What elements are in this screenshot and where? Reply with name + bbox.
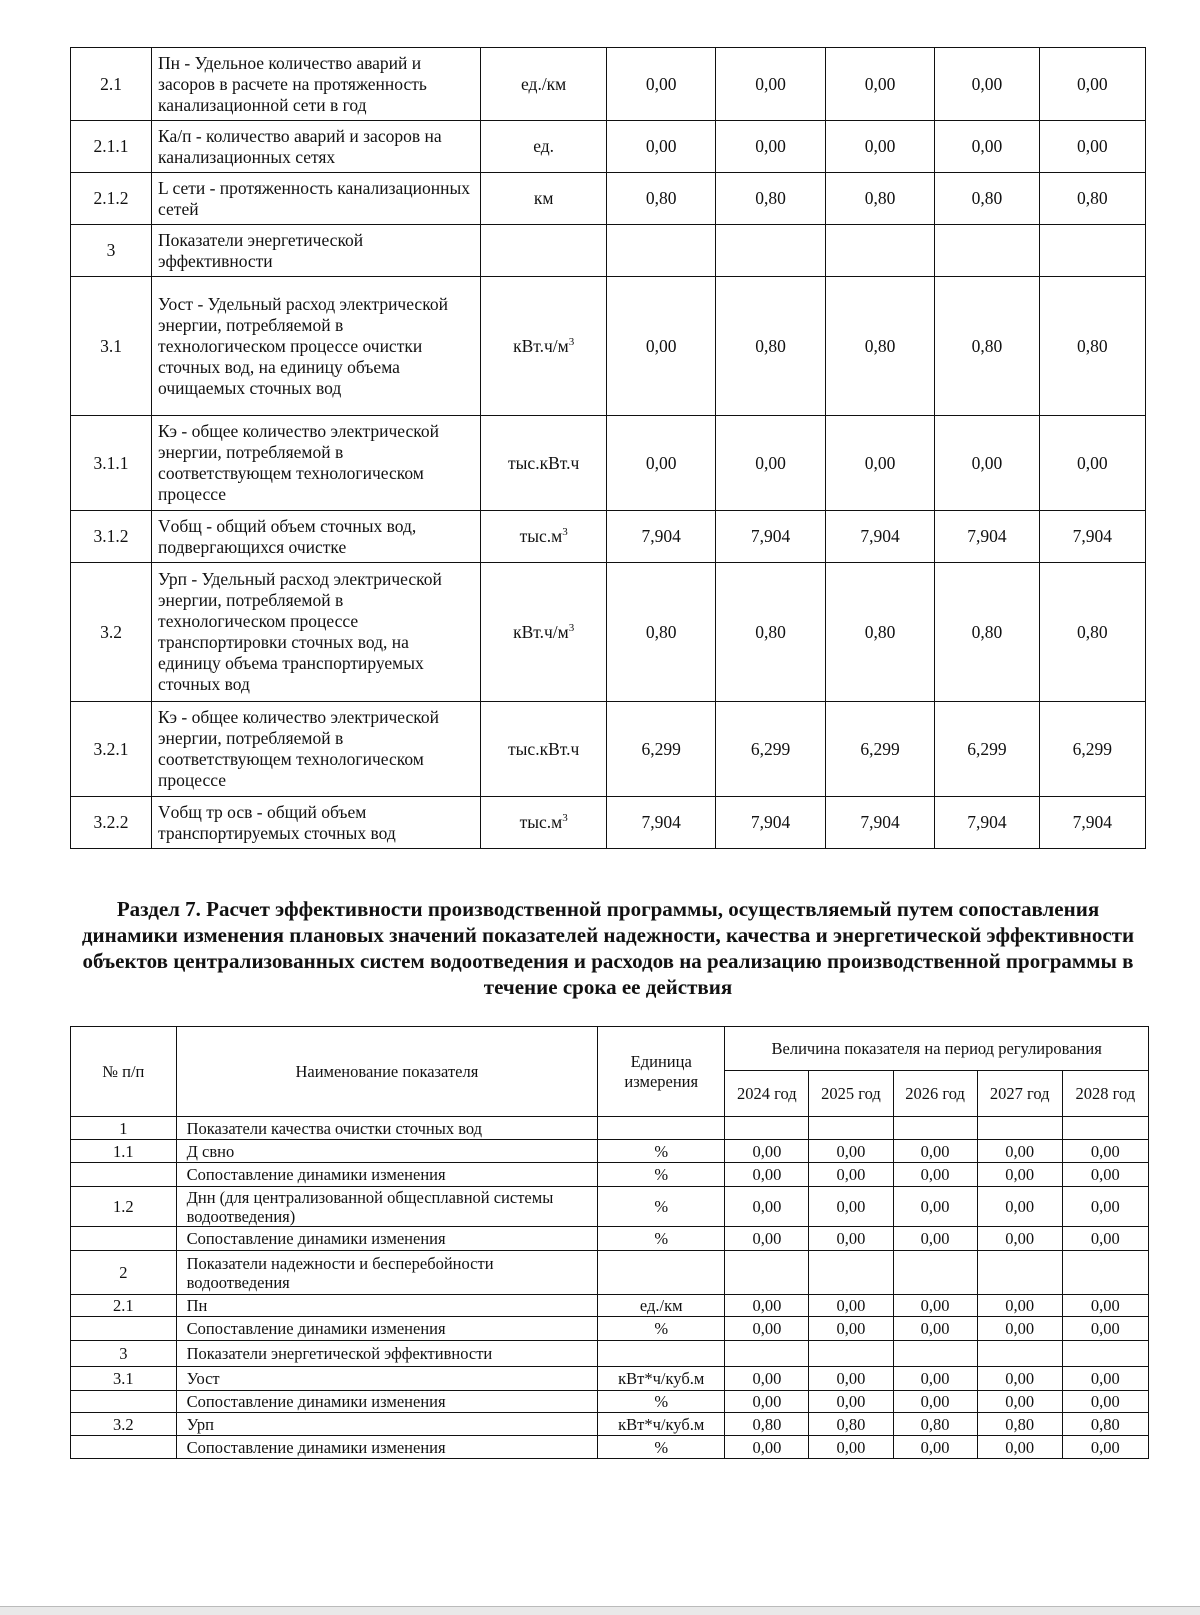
value-cell: 0,00 <box>809 1317 893 1341</box>
indicator-name: Кэ - общее количество электрической энергии, потребляемой в соответствующем технологическом процессе <box>152 416 481 511</box>
unit-cell: % <box>598 1391 725 1413</box>
value-cell <box>725 1341 809 1367</box>
value-cell: 7,904 <box>1039 511 1145 563</box>
value-cell: 0,00 <box>893 1317 977 1341</box>
value-cell: 0,00 <box>716 121 825 173</box>
unit-text: кВт.ч/м <box>513 621 569 642</box>
table-header-row <box>71 1027 1149 1071</box>
value-cell: 0,00 <box>1062 1227 1148 1251</box>
unit-cell: % <box>598 1317 725 1341</box>
value-cell: 0,00 <box>606 121 715 173</box>
row-number: 3.1.2 <box>71 511 152 563</box>
value-cell: 0,80 <box>716 173 825 225</box>
value-cell: 0,80 <box>893 1413 977 1436</box>
value-cell: 0,00 <box>606 416 715 511</box>
value-cell <box>725 1117 809 1140</box>
value-cell: 0,00 <box>725 1317 809 1341</box>
table-row <box>71 1163 1149 1187</box>
indicator-name: Пн - Удельное количество аварий и засоров в расчете на протяженность канализационной сети в год <box>152 48 481 121</box>
row-number: 1.2 <box>71 1187 177 1227</box>
value-cell: 0,00 <box>809 1391 893 1413</box>
value-cell: 0,00 <box>725 1436 809 1459</box>
value-cell: 0,00 <box>1062 1295 1148 1317</box>
value-cell: 0,00 <box>725 1140 809 1163</box>
value-cell: 0,00 <box>809 1367 893 1391</box>
row-number: 3.1.1 <box>71 416 152 511</box>
value-cell: 0,00 <box>1039 416 1145 511</box>
value-cell: 0,80 <box>935 563 1039 702</box>
unit-cell <box>598 1117 725 1140</box>
value-cell <box>893 1341 977 1367</box>
value-cell: 0,00 <box>1039 48 1145 121</box>
value-cell <box>935 225 1039 277</box>
value-cell: 0,00 <box>977 1367 1062 1391</box>
efficiency-table-body <box>71 1117 1149 1459</box>
value-cell: 0,00 <box>893 1391 977 1413</box>
value-cell: 0,00 <box>1062 1140 1148 1163</box>
value-cell: 0,00 <box>893 1187 977 1227</box>
unit-cell <box>598 1251 725 1295</box>
indicator-name: Кэ - общее количество электрической энергии, потребляемой в соответствующем технологическом процессе <box>152 702 481 797</box>
unit-cell: % <box>598 1227 725 1251</box>
value-cell: 0,80 <box>725 1413 809 1436</box>
unit-cell <box>481 173 607 225</box>
row-number: 2.1.2 <box>71 173 152 225</box>
unit-cell <box>481 225 607 277</box>
row-number <box>71 1227 177 1251</box>
efficiency-table <box>70 1026 1149 1459</box>
table-row <box>71 1295 1149 1317</box>
value-cell: 0,00 <box>825 48 934 121</box>
indicator-name: Показатели энергетической эффективности <box>152 225 481 277</box>
header-name: Наименование показателя <box>176 1027 598 1117</box>
table-row <box>71 1227 1149 1251</box>
unit-cell: % <box>598 1140 725 1163</box>
value-cell: 0,00 <box>893 1436 977 1459</box>
unit-text: кВт.ч/м <box>513 335 569 356</box>
unit-cell <box>481 511 607 563</box>
value-cell <box>893 1117 977 1140</box>
table-row <box>71 1436 1149 1459</box>
value-cell: 0,00 <box>977 1187 1062 1227</box>
value-cell: 0,00 <box>935 416 1039 511</box>
value-cell: 0,00 <box>809 1436 893 1459</box>
value-cell <box>1062 1117 1148 1140</box>
unit-text: тыс.м <box>519 526 563 546</box>
unit-cell <box>481 416 607 511</box>
value-cell <box>893 1251 977 1295</box>
unit-text: тыс.кВт.ч <box>508 738 580 759</box>
unit-text: км <box>533 188 554 208</box>
value-cell: 0,00 <box>725 1187 809 1227</box>
unit-superscript: 3 <box>562 526 568 539</box>
value-cell: 0,00 <box>1062 1367 1148 1391</box>
indicator-name: Показатели надежности и бесперебойности водоотведения <box>176 1251 598 1295</box>
value-cell: 0,00 <box>1062 1187 1148 1227</box>
unit-cell: кВт*ч/куб.м <box>598 1367 725 1391</box>
value-cell: 0,80 <box>1039 173 1145 225</box>
indicator-name: Д свно <box>176 1140 598 1163</box>
header-year: 2028 год <box>1062 1071 1148 1117</box>
unit-cell <box>481 121 607 173</box>
value-cell: 0,00 <box>716 416 825 511</box>
value-cell: 0,00 <box>1062 1163 1148 1187</box>
row-number: 3.2 <box>71 1413 177 1436</box>
table-row <box>71 173 1146 225</box>
value-cell: 0,00 <box>725 1163 809 1187</box>
value-cell: 7,904 <box>716 797 825 849</box>
indicator-name: Пн <box>176 1295 598 1317</box>
value-cell: 0,00 <box>893 1367 977 1391</box>
value-cell <box>809 1341 893 1367</box>
indicator-name: Уост <box>176 1367 598 1391</box>
indicator-name: Vобщ - общий объем сточных вод, подвергающихся очистке <box>152 511 481 563</box>
indicator-name: Сопоставление динамики изменения <box>176 1317 598 1341</box>
header-year: 2027 год <box>977 1071 1062 1117</box>
table-row <box>71 1187 1149 1227</box>
value-cell: 0,00 <box>893 1295 977 1317</box>
value-cell: 6,299 <box>716 702 825 797</box>
value-cell: 0,00 <box>809 1163 893 1187</box>
value-cell: 0,00 <box>716 48 825 121</box>
unit-cell <box>598 1341 725 1367</box>
value-cell: 0,00 <box>825 416 934 511</box>
unit-cell <box>481 563 607 702</box>
indicators-table-body <box>71 48 1146 849</box>
header-year: 2025 год <box>809 1071 893 1117</box>
value-cell: 0,00 <box>606 48 715 121</box>
value-cell <box>725 1251 809 1295</box>
value-cell: 0,00 <box>977 1436 1062 1459</box>
value-cell: 0,00 <box>977 1227 1062 1251</box>
indicator-name: Vобщ тр осв - общий объем транспортируемых сточных вод <box>152 797 481 849</box>
value-cell: 7,904 <box>825 511 934 563</box>
value-cell: 7,904 <box>606 511 715 563</box>
row-number <box>71 1317 177 1341</box>
value-cell: 0,00 <box>725 1367 809 1391</box>
value-cell: 6,299 <box>935 702 1039 797</box>
indicator-name: Показатели качества очистки сточных вод <box>176 1117 598 1140</box>
value-cell: 0,80 <box>825 173 934 225</box>
unit-superscript: 3 <box>568 335 575 348</box>
row-number: 2.1 <box>71 1295 177 1317</box>
unit-cell: % <box>598 1436 725 1459</box>
value-cell: 0,80 <box>716 563 825 702</box>
value-cell: 0,00 <box>809 1227 893 1251</box>
unit-text: ед./км <box>521 73 567 94</box>
value-cell <box>606 225 715 277</box>
value-cell: 7,904 <box>825 797 934 849</box>
table-row <box>71 48 1146 121</box>
unit-superscript: 3 <box>568 621 575 634</box>
indicator-name: Урп - Удельный расход электрической энергии, потребляемой в технологическом процессе транспортировки сточных вод, на единицу объема транспортируемых сточных вод <box>152 563 481 702</box>
value-cell: 0,00 <box>935 48 1039 121</box>
row-number: 3.2.2 <box>71 797 152 849</box>
indicator-name: Сопоставление динамики изменения <box>176 1436 598 1459</box>
indicator-name: Днн (для централизованной общесплавной системы водоотведения) <box>176 1187 598 1227</box>
table-row <box>71 416 1146 511</box>
table-row <box>71 1140 1149 1163</box>
value-cell: 0,00 <box>935 121 1039 173</box>
value-cell: 0,00 <box>1062 1317 1148 1341</box>
value-cell: 0,80 <box>935 277 1039 416</box>
value-cell <box>1039 225 1145 277</box>
unit-cell: ед./км <box>598 1295 725 1317</box>
value-cell: 0,00 <box>725 1391 809 1413</box>
indicators-table-continued <box>70 47 1146 849</box>
value-cell: 0,80 <box>825 563 934 702</box>
value-cell: 0,00 <box>725 1227 809 1251</box>
value-cell: 0,00 <box>977 1391 1062 1413</box>
value-cell: 0,00 <box>893 1163 977 1187</box>
value-cell: 7,904 <box>935 797 1039 849</box>
indicator-name: L сети - протяженность канализационных сетей <box>152 173 481 225</box>
header-year: 2026 год <box>893 1071 977 1117</box>
unit-text: ед. <box>533 136 555 156</box>
value-cell <box>1062 1251 1148 1295</box>
section-7-title: Раздел 7. Расчет эффективности производственной программы, осуществляемый путем сопоставления динамики изменения плановых значений показателей надежности, качества и энергетической эффективности объектов централизованных систем водоотведения и расходов на реализацию производственной программы в течение срока ее действия <box>81 897 1135 999</box>
value-cell: 7,904 <box>716 511 825 563</box>
value-cell: 0,80 <box>825 277 934 416</box>
value-cell: 0,00 <box>1062 1391 1148 1413</box>
value-cell: 0,00 <box>1039 121 1145 173</box>
indicator-name: Уост - Удельный расход электрической энергии, потребляемой в технологическом процессе очистки сточных вод, на единицу объема очищаемых сточных вод <box>152 277 481 416</box>
unit-superscript: 3 <box>562 812 568 825</box>
value-cell: 0,00 <box>606 277 715 416</box>
indicator-name: Сопоставление динамики изменения <box>176 1163 598 1187</box>
value-cell <box>809 1251 893 1295</box>
table-row <box>71 1317 1149 1341</box>
table-row <box>71 1367 1149 1391</box>
value-cell: 0,00 <box>725 1295 809 1317</box>
indicator-name: Сопоставление динамики изменения <box>176 1227 598 1251</box>
row-number: 3.1 <box>71 277 152 416</box>
value-cell: 0,80 <box>809 1413 893 1436</box>
indicator-name: Урп <box>176 1413 598 1436</box>
value-cell <box>809 1117 893 1140</box>
value-cell: 0,00 <box>893 1227 977 1251</box>
table-row <box>71 702 1146 797</box>
table-row <box>71 277 1146 416</box>
value-cell: 0,00 <box>977 1317 1062 1341</box>
indicator-name: Сопоставление динамики изменения <box>176 1391 598 1413</box>
table-row <box>71 563 1146 702</box>
header-year: 2024 год <box>725 1071 809 1117</box>
unit-text: тыс.кВт.ч <box>508 452 580 473</box>
value-cell: 0,80 <box>935 173 1039 225</box>
value-cell: 0,00 <box>809 1295 893 1317</box>
unit-cell <box>481 48 607 121</box>
row-number <box>71 1436 177 1459</box>
indicator-name: Ка/п - количество аварий и засоров на канализационных сетях <box>152 121 481 173</box>
row-number: 1.1 <box>71 1140 177 1163</box>
value-cell: 0,80 <box>606 563 715 702</box>
value-cell: 0,80 <box>1039 563 1145 702</box>
table-row <box>71 1413 1149 1436</box>
value-cell: 0,00 <box>977 1163 1062 1187</box>
value-cell: 0,80 <box>1062 1413 1148 1436</box>
value-cell: 0,80 <box>716 277 825 416</box>
value-cell: 0,00 <box>977 1140 1062 1163</box>
value-cell: 7,904 <box>606 797 715 849</box>
row-number: 1 <box>71 1117 177 1140</box>
table-row <box>71 1391 1149 1413</box>
indicator-name: Показатели энергетической эффективности <box>176 1341 598 1367</box>
value-cell: 7,904 <box>1039 797 1145 849</box>
value-cell <box>716 225 825 277</box>
value-cell: 7,904 <box>935 511 1039 563</box>
value-cell: 0,80 <box>1039 277 1145 416</box>
unit-cell: % <box>598 1163 725 1187</box>
value-cell <box>977 1341 1062 1367</box>
value-cell: 0,00 <box>809 1187 893 1227</box>
value-cell <box>1062 1341 1148 1367</box>
value-cell: 0,00 <box>977 1295 1062 1317</box>
value-cell: 0,00 <box>893 1140 977 1163</box>
table-row <box>71 1117 1149 1140</box>
row-number <box>71 1391 177 1413</box>
row-number: 2 <box>71 1251 177 1295</box>
table-row <box>71 511 1146 563</box>
value-cell: 6,299 <box>1039 702 1145 797</box>
row-number: 3.2 <box>71 563 152 702</box>
value-cell: 0,80 <box>977 1413 1062 1436</box>
unit-text: тыс.м <box>519 812 563 832</box>
value-cell <box>977 1117 1062 1140</box>
row-number <box>71 1163 177 1187</box>
value-cell: 0,00 <box>809 1140 893 1163</box>
header-num: № п/п <box>71 1027 177 1117</box>
table-row <box>71 797 1146 849</box>
value-cell: 6,299 <box>606 702 715 797</box>
row-number: 2.1 <box>71 48 152 121</box>
row-number: 3.1 <box>71 1367 177 1391</box>
header-period: Величина показателя на период регулирования <box>725 1027 1149 1071</box>
table-row <box>71 225 1146 277</box>
value-cell: 0,80 <box>606 173 715 225</box>
unit-cell: кВт*ч/куб.м <box>598 1413 725 1436</box>
table-row <box>71 1251 1149 1295</box>
unit-cell: % <box>598 1187 725 1227</box>
row-number: 2.1.1 <box>71 121 152 173</box>
value-cell <box>825 225 934 277</box>
row-number: 3.2.1 <box>71 702 152 797</box>
row-number: 3 <box>71 1341 177 1367</box>
unit-cell <box>481 797 607 849</box>
table-row <box>71 121 1146 173</box>
value-cell: 0,00 <box>825 121 934 173</box>
table-row <box>71 1341 1149 1367</box>
unit-cell <box>481 702 607 797</box>
value-cell: 6,299 <box>825 702 934 797</box>
row-number: 3 <box>71 225 152 277</box>
value-cell: 0,00 <box>1062 1436 1148 1459</box>
unit-cell <box>481 277 607 416</box>
value-cell <box>977 1251 1062 1295</box>
header-unit: Единица измерения <box>598 1027 725 1117</box>
